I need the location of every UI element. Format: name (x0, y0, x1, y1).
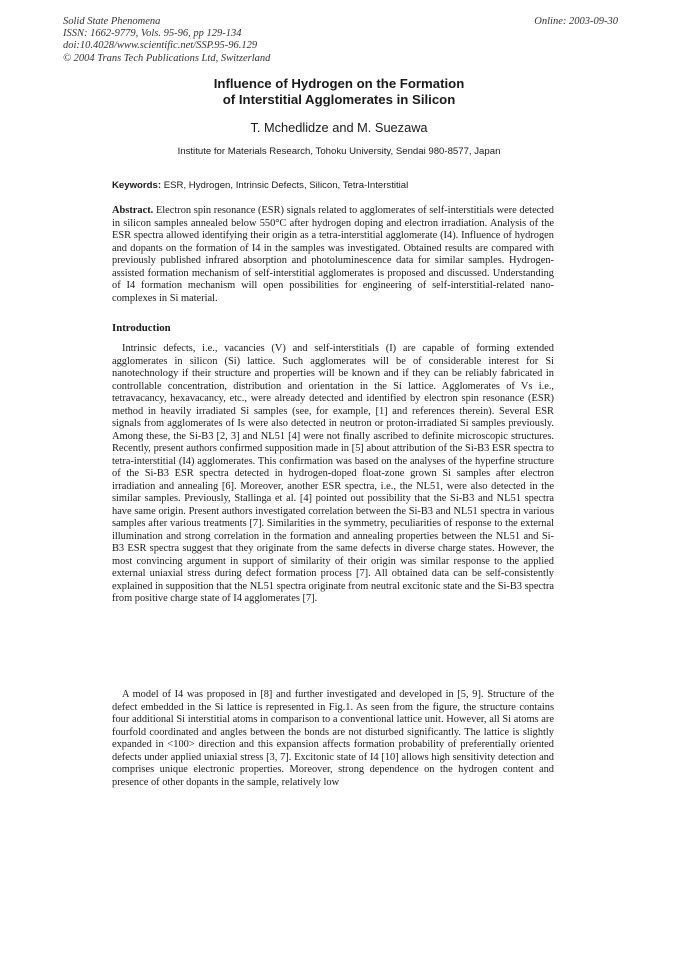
paper-title (0, 76, 678, 107)
keywords-list: ESR, Hydrogen, Intrinsic Defects, Silicon, Tetra-Interstitial (163, 180, 409, 191)
online-date: Online: 2003-09-30 (534, 16, 618, 27)
section-heading-introduction: Introduction (112, 322, 171, 334)
title-line-2: of Interstitial Agglomerates in Silicon (222, 91, 456, 107)
journal-name: Solid State Phenomena (63, 16, 161, 27)
journal-meta (63, 16, 270, 65)
intro-paragraph-1: Intrinsic defects, i.e., vacancies (V) and self-interstitials (I) are capable of forming extended agglomerates in silicon (Si) lattice. Such agglomerates will be of considerable interest for Si nanotechnology if their structure and properties will be known and if they can be reliably fabricated in controllable concentration, distribution and orientation in the Si lattice. Agglomerates of Vs i.e., tetravacancy, hexavacancy, etc., were already detected and identified by electron spin resonance (ESR) method in heavily irradiated Si samples (see, for example, [1] and references therein). Several ESR signals from agglomerates of Is were also detected in neutron or proton-irradiated Si samples previously. Among these, the Si-B3 [2, 3] and NL51 [4] were not finally ascribed to definite microscopic structures. Recently, present authors confirmed supposition made in [5] about attribution of the Si-B3 ESR spectra to tetra-interstitial (I4) agglomerates. This confirmation was based on the analyses of the hyperfine structure of the Si-B3 ESR spectra detected in hydrogen-doped float-zone grown Si samples after electron irradiation and annealing [6]. Moreover, another ESR spectra, i.e., the NL51, were also detected in the similar samples. Previously, Stallinga et al. [4] pointed out possibility that the Si-B3 and NL51 spectra have same origin. Present authors investigated correlation between the Si-B3 and NL51 spectra in various samples after various treatments [7]. Similarities in the symmetry, peculiarities of response to the external illumination and strong correlation in the formation and annealing properties between the NL51 and Si-B3 ESR spectra suggest that they originate from the same defects in diverse charge states. However, the most convincing argument in support of similarity of their origin was similar response to the applied external uniaxial stress during defect formation process [7]. All obtained data can be self-consistently explained in supposition that the NL51 spectra originate from neutral excitonic state and the Si-B3 spectra from positive charge state of I4 agglomerates [7]. (112, 343, 554, 604)
affiliation: Institute for Materials Research, Tohoku University, Sendai 980-8577, Japan (177, 146, 501, 157)
abstract-text: Electron spin resonance (ESR) signals related to agglomerates of self-interstitials were detected in silicon samples annealed below 550°C after hydrogen doping and electron irradiation. Analysis of the ESR spectra allowed identifying their origin as a tetra-interstitial agglomerate (I4). Influence of hydrogen and dopants on the formation of I4 in the samples was investigated. Obtained results are compared with previously published infrared absorption and photoluminescence data for similar samples. Hydrogen-assisted formation mechanism of self-interstitial agglomerates is proposed and discussed. Understanding of I4 formation mechanism will open possibilities for engineering of self-interstitial-related nano-complexes in Si material. (112, 205, 554, 304)
abstract (112, 205, 554, 305)
abstract-label: Abstract. (112, 205, 154, 216)
copyright-line: © 2004 Trans Tech Publications Ltd, Switzerland (63, 52, 271, 64)
authors: T. Mchedlidze and M. Suezawa (250, 120, 428, 135)
title-line-1: Influence of Hydrogen on the Formation (213, 76, 465, 91)
keywords (112, 180, 408, 191)
issn-line: ISSN: 1662-9779, Vols. 95-96, pp 129-134 (63, 28, 242, 40)
doi-line[interactable]: doi:10.4028/www.scientific.net/SSP.95-96.129 (63, 40, 258, 52)
intro-paragraph-2: A model of I4 was proposed in [8] and further investigated and developed in [5, 9]. Structure of the defect embedded in the Si lattice is represented in Fig.1. As seen from the figure, the structure contains four additional Si interstitial atoms in comparison to a conventional lattice unit. However, all Si atoms are fourfold coordinated and angles between the bonds are not disturbed significantly. The lattice is slightly expanded in <100> direction and this expansion affects formation probability of preferentially oriented defects under applied uniaxial stress [3, 7]. Excitonic state of I4 [10] allows high sensitivity detection and comprises unique electronic properties. Moreover, strong dependence on the hydrogen content and presence of other dopants in the sample, relatively low (112, 689, 554, 788)
keywords-label: Keywords: (112, 180, 162, 191)
